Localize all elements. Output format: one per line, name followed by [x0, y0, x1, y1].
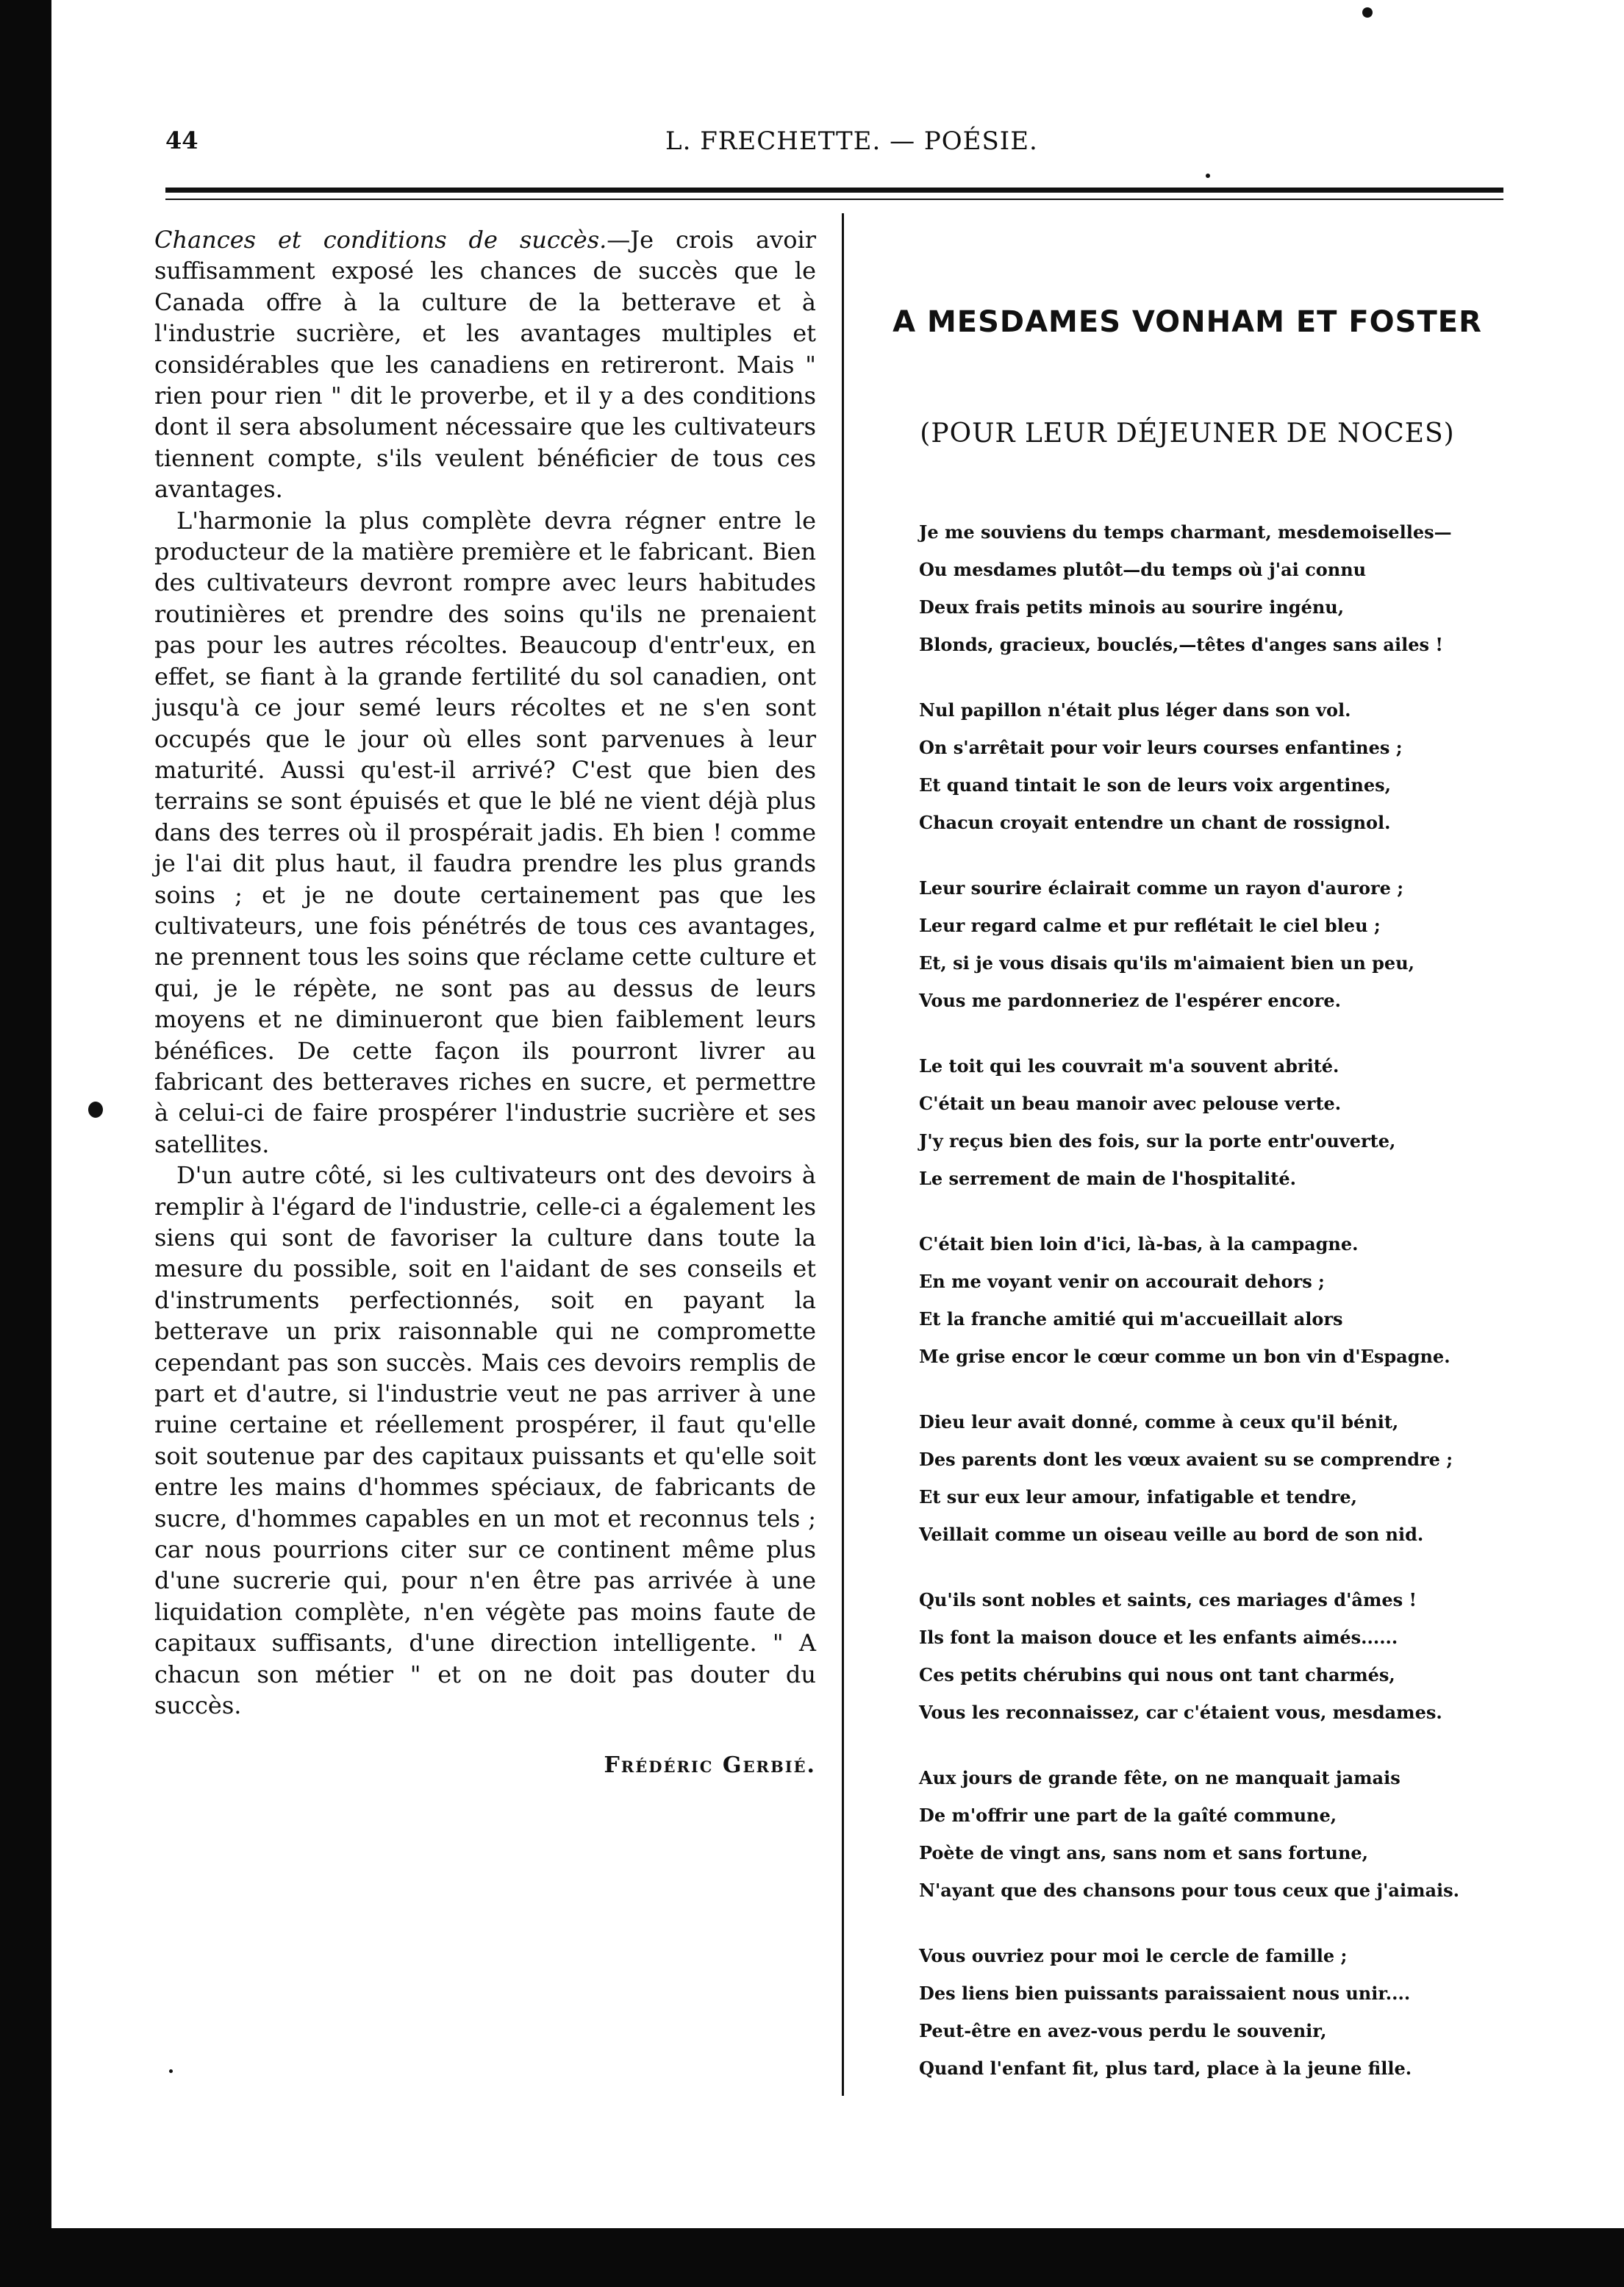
- poem-verse: C'était un beau manoir avec pelouse verte.: [919, 1093, 1342, 1114]
- running-head: L. FRECHETTE. — POÉSIE.: [665, 126, 1038, 156]
- poem-verse: Veillait comme un oiseau veille au bord de son nid.: [919, 1524, 1424, 1545]
- poem-verse: Ils font la maison douce et les enfants aimés......: [919, 1627, 1398, 1648]
- poem-body: [875, 513, 1500, 2087]
- header-rule: [165, 188, 1503, 193]
- poem-verse: Dieu leur avait donné, comme à ceux qu'il bénit,: [919, 1411, 1399, 1433]
- article-column: [154, 224, 816, 1778]
- poem-stanza: [919, 1581, 1500, 1731]
- poem-verse: J'y reçus bien des fois, sur la porte entr'ouverte,: [919, 1130, 1396, 1152]
- poem-verse: Je me souviens du temps charmant, mesdemoiselles—: [919, 521, 1452, 543]
- scan-border-left: [0, 0, 51, 2287]
- poem-stanza: [919, 1937, 1500, 2087]
- header-rule-thin: [165, 199, 1503, 200]
- poem-verse: C'était bien loin d'ici, là-bas, à la campagne.: [919, 1233, 1359, 1255]
- poem-verse: Des parents dont les vœux avaient su se comprendre ;: [919, 1449, 1453, 1470]
- article-subheading: Chances et conditions de succès.: [154, 226, 607, 254]
- poem-verse: Nul papillon n'était plus léger dans son vol.: [919, 699, 1351, 721]
- scan-speck: [169, 2069, 173, 2073]
- poem-verse: Blonds, gracieux, bouclés,—têtes d'anges sans ailes !: [919, 634, 1443, 655]
- poem-verse: Deux frais petits minois au sourire ingénu,: [919, 596, 1345, 618]
- poem-verse: En me voyant venir on accourait dehors ;: [919, 1271, 1325, 1292]
- poem-subtitle: (POUR LEUR DÉJEUNER DE NOCES): [920, 418, 1455, 449]
- poem-verse: Leur regard calme et pur reflétait le ciel bleu ;: [919, 915, 1381, 936]
- poem-column: [875, 224, 1500, 2115]
- poem-verse: Vous ouvriez pour moi le cercle de famille ;: [919, 1945, 1348, 1966]
- scan-border-bottom: [51, 2228, 1624, 2287]
- poem-stanza: [919, 869, 1500, 1019]
- poem-verse: Vous les reconnaissez, car c'étaient vous, mesdames.: [919, 1702, 1442, 1723]
- poem-verse: Vous me pardonneriez de l'espérer encore.: [919, 990, 1341, 1011]
- poem-verse: Des liens bien puissants paraissaient nous unir....: [919, 1983, 1411, 2004]
- poem-stanza: [919, 1403, 1500, 1553]
- poem-verse: Leur sourire éclairait comme un rayon d'aurore ;: [919, 877, 1404, 899]
- poem-stanza: [919, 1047, 1500, 1197]
- poem-verse: Et quand tintait le son de leurs voix argentines,: [919, 774, 1391, 796]
- poem-stanza: [919, 1225, 1500, 1375]
- poem-verse: Ces petits chérubins qui nous ont tant charmés,: [919, 1664, 1395, 1685]
- poem-verse: Le toit qui les couvrait m'a souvent abrité.: [919, 1055, 1339, 1077]
- poem-verse: Et la franche amitié qui m'accueillait alors: [919, 1308, 1343, 1330]
- poem-verse: On s'arrêtait pour voir leurs courses enfantines ;: [919, 737, 1403, 758]
- poem-stanza: [919, 1759, 1500, 1909]
- poem-verse: De m'offrir une part de la gaîté commune,: [919, 1805, 1337, 1826]
- poem-verse: Et, si je vous disais qu'ils m'aimaient bien un peu,: [919, 952, 1414, 974]
- column-divider: [842, 213, 844, 2096]
- poem-stanza: [919, 513, 1500, 663]
- article-paragraph: D'un autre côté, si les cultivateurs ont des devoirs à remplir à l'égard de l'industrie, celle-ci a également les siens qui sont de favoriser la culture dans toute la mesure du possible, soit en l'aidant de ses conseils et d'instruments perfectionnés, soit en payant la betterave un prix raisonnable qui ne compromette cependant pas son succès. Mais ces devoirs remplis de part et d'autre, si l'industrie veut ne pas arriver à une ruine certaine et réellement prospérer, il faut qu'elle soit soutenue par des capitaux puissants et qu'elle soit entre les mains d'hommes spéciaux, de fabricants de sucre, d'hommes capables en un mot et reconnus tels ; car nous pourrions citer sur ce continent même plus d'une sucrerie qui, pour n'en être pas arrivée à une liquidation complète, n'en végète pas moins faute de capitaux suffisants, d'une direction intelligente. " A chacun son métier " et on ne doit pas douter du succès.: [154, 1161, 816, 1720]
- poem-verse: Le serrement de main de l'hospitalité.: [919, 1168, 1296, 1189]
- article-paragraph-text: —Je crois avoir suffisamment exposé les chances de succès que le Canada offre à la culture de la betterave et à l'industrie sucrière, et les avantages multiples et considérables que les canadiens en retireront. Mais " rien pour rien " dit le proverbe, et il y a des conditions dont il sera absolument nécessaire que les cultivateurs tiennent compte, s'ils veulent bénéficier de tous ces avantages.: [154, 226, 817, 504]
- scan-speck: [88, 1102, 103, 1118]
- scan-speck: [1362, 7, 1373, 18]
- poem-verse: Ou mesdames plutôt—du temps où j'ai connu: [919, 559, 1367, 580]
- poem-verse: Aux jours de grande fête, on ne manquait jamais: [919, 1767, 1401, 1788]
- poem-verse: Peut-être en avez-vous perdu le souvenir,: [919, 2020, 1327, 2041]
- article-signature: Frédéric Gerbié.: [604, 1752, 816, 1778]
- poem-verse: Quand l'enfant fit, plus tard, place à la jeune fille.: [919, 2058, 1412, 2079]
- page-number: 44: [165, 126, 198, 154]
- poem-verse: N'ayant que des chansons pour tous ceux que j'aimais.: [919, 1880, 1460, 1901]
- poem-verse: Et sur eux leur amour, infatigable et tendre,: [919, 1486, 1357, 1508]
- article-paragraph: [154, 224, 816, 505]
- poem-verse: Me grise encor le cœur comme un bon vin d'Espagne.: [919, 1346, 1450, 1367]
- scan-speck: [1206, 174, 1210, 178]
- page-header: [165, 126, 1503, 171]
- article-paragraph: L'harmonie la plus complète devra régner entre le producteur de la matière première et le fabricant. Bien des cultivateurs devront rompre avec leurs habitudes routinières et prendre des soins qu'ils ne prenaient pas pour les autres récoltes. Beaucoup d'entr'eux, en effet, se fiant à la grande fertilité du sol canadien, ont jusqu'à ce jour semé leurs récoltes et ne s'en sont occupés que le jour où elles sont parvenues à leur maturité. Aussi qu'est-il arrivé? C'est que bien des terrains se sont épuisés et que le blé ne vient déjà plus dans des terres où il prospérait jadis. Eh bien ! comme je l'ai dit plus haut, il faudra prendre les plus grands soins ; et je ne doute certainement pas que les cultivateurs, une fois pénétrés de tous ces avantages, ne prennent tous les soins que réclame cette culture et qui, je le répète, ne sont pas au dessus de leurs moyens et ne diminueront que bien faiblement leurs bénéfices. De cette façon ils pourront livrer au fabricant des betteraves riches en sucre, et permettre à celui-ci de faire prospérer l'industrie sucrière et ses satellites.: [154, 506, 816, 1158]
- poem-stanza: [919, 691, 1500, 841]
- poem-verse: Poète de vingt ans, sans nom et sans fortune,: [919, 1842, 1369, 1863]
- poem-verse: Qu'ils sont nobles et saints, ces mariages d'âmes !: [919, 1589, 1417, 1610]
- poem-verse: Chacun croyait entendre un chant de rossignol.: [919, 812, 1391, 833]
- poem-title: A MESDAMES VONHAM ET FOSTER: [893, 305, 1482, 339]
